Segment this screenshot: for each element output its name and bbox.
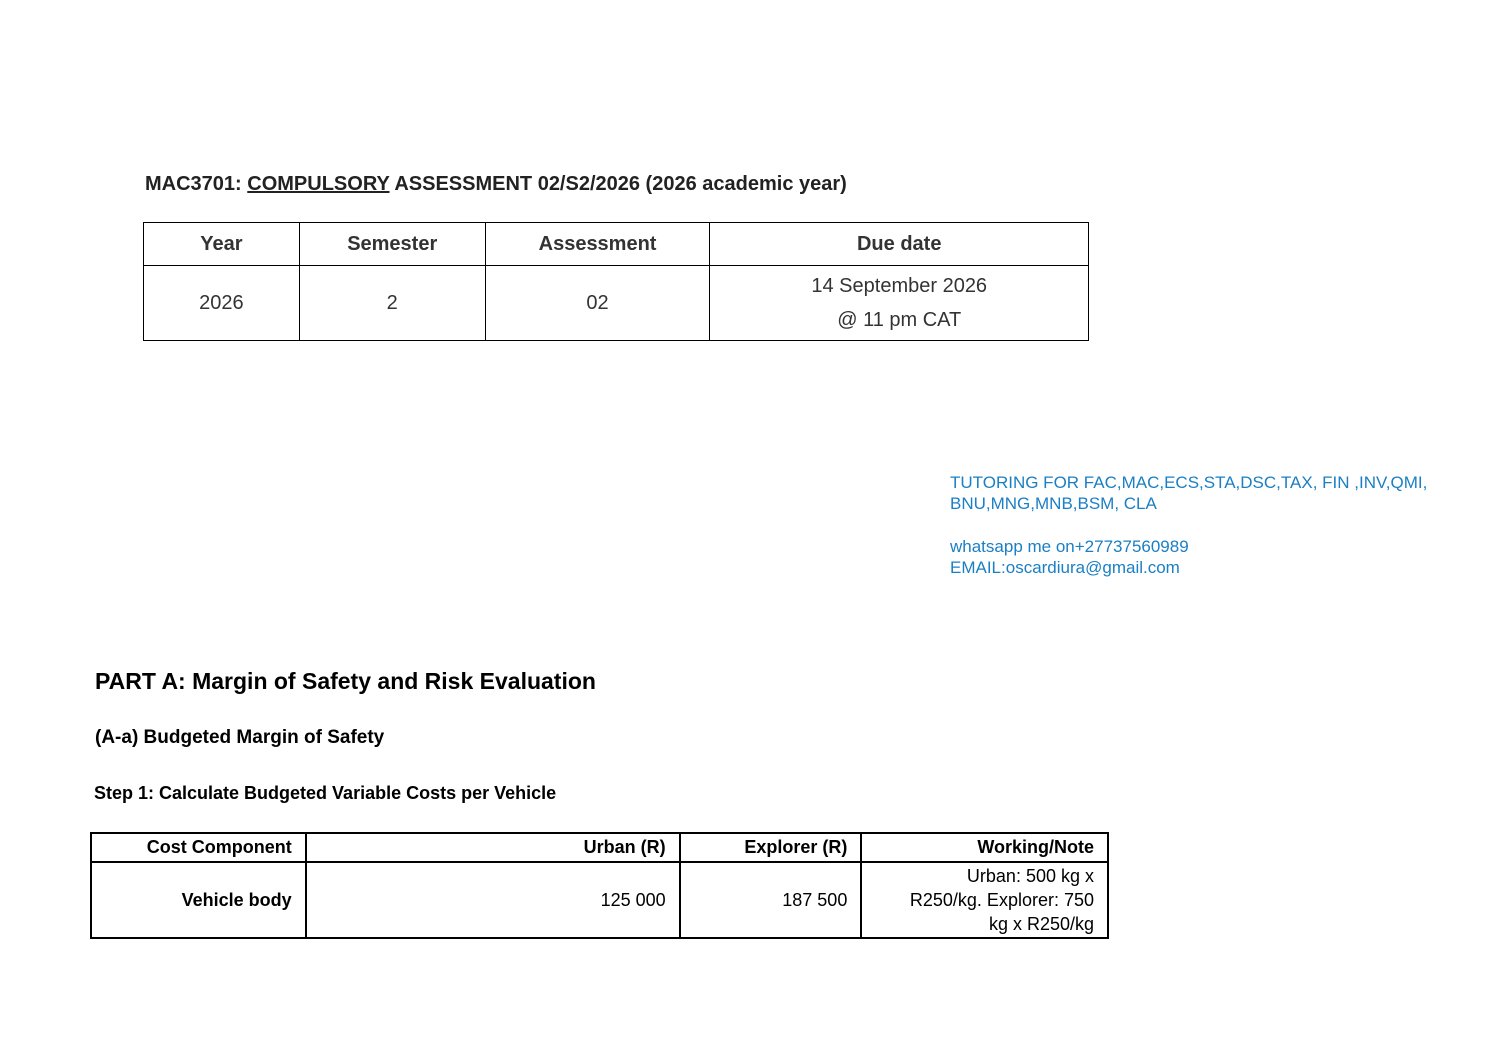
header-assessment: Assessment xyxy=(485,223,710,266)
cell-semester: 2 xyxy=(299,266,485,341)
tutoring-subjects-line2: BNU,MNG,MNB,BSM, CLA xyxy=(950,494,1157,513)
cell-urban: 125 000 xyxy=(306,862,680,938)
cell-due-date xyxy=(710,266,1089,341)
title-suffix: ASSESSMENT 02/S2/2026 (2026 academic year) xyxy=(389,173,847,195)
table-row xyxy=(91,862,1108,938)
step-1-heading: Step 1: Calculate Budgeted Variable Costs per Vehicle xyxy=(94,783,557,803)
header-semester: Semester xyxy=(299,223,485,266)
note-line: R250/kg. Explorer: 750 xyxy=(909,890,1094,910)
tutoring-whatsapp: whatsapp me on+27737560989 xyxy=(950,537,1189,556)
header-explorer: Explorer (R) xyxy=(680,833,862,862)
cell-cost-component: Vehicle body xyxy=(91,862,306,938)
header-year: Year xyxy=(144,223,300,266)
note-line: kg x R250/kg xyxy=(988,914,1094,934)
assessment-info-table xyxy=(143,222,1089,341)
part-a-heading: PART A: Margin of Safety and Risk Evaluation xyxy=(95,668,596,694)
tutoring-advert xyxy=(950,472,1490,578)
header-working-note: Working/Note xyxy=(861,833,1108,862)
tutoring-email: EMAIL:oscardiura@gmail.com xyxy=(950,558,1180,577)
header-due-date: Due date xyxy=(710,223,1089,266)
variable-cost-table xyxy=(90,832,1109,939)
title-prefix: MAC3701: xyxy=(145,173,248,195)
info-table-row xyxy=(144,266,1089,341)
assessment-title xyxy=(145,173,847,196)
cell-assessment: 02 xyxy=(485,266,710,341)
tutoring-subjects-line1: TUTORING FOR FAC,MAC,ECS,STA,DSC,TAX, FIN ,INV,QMI, xyxy=(950,473,1428,492)
header-cost-component: Cost Component xyxy=(91,833,306,862)
due-time-line: @ 11 pm CAT xyxy=(837,309,962,331)
cost-table-header-row xyxy=(91,833,1108,862)
cell-explorer: 187 500 xyxy=(680,862,862,938)
cell-year: 2026 xyxy=(144,266,300,341)
section-a-a-heading: (A-a) Budgeted Margin of Safety xyxy=(95,727,385,748)
note-line: Urban: 500 kg x xyxy=(966,866,1094,886)
info-table-header-row xyxy=(144,223,1089,266)
title-emphasis: COMPULSORY xyxy=(247,173,390,195)
due-date-line: 14 September 2026 xyxy=(811,275,988,297)
header-urban: Urban (R) xyxy=(306,833,680,862)
tutoring-spacer xyxy=(950,514,1490,536)
cell-working-note xyxy=(861,862,1108,938)
